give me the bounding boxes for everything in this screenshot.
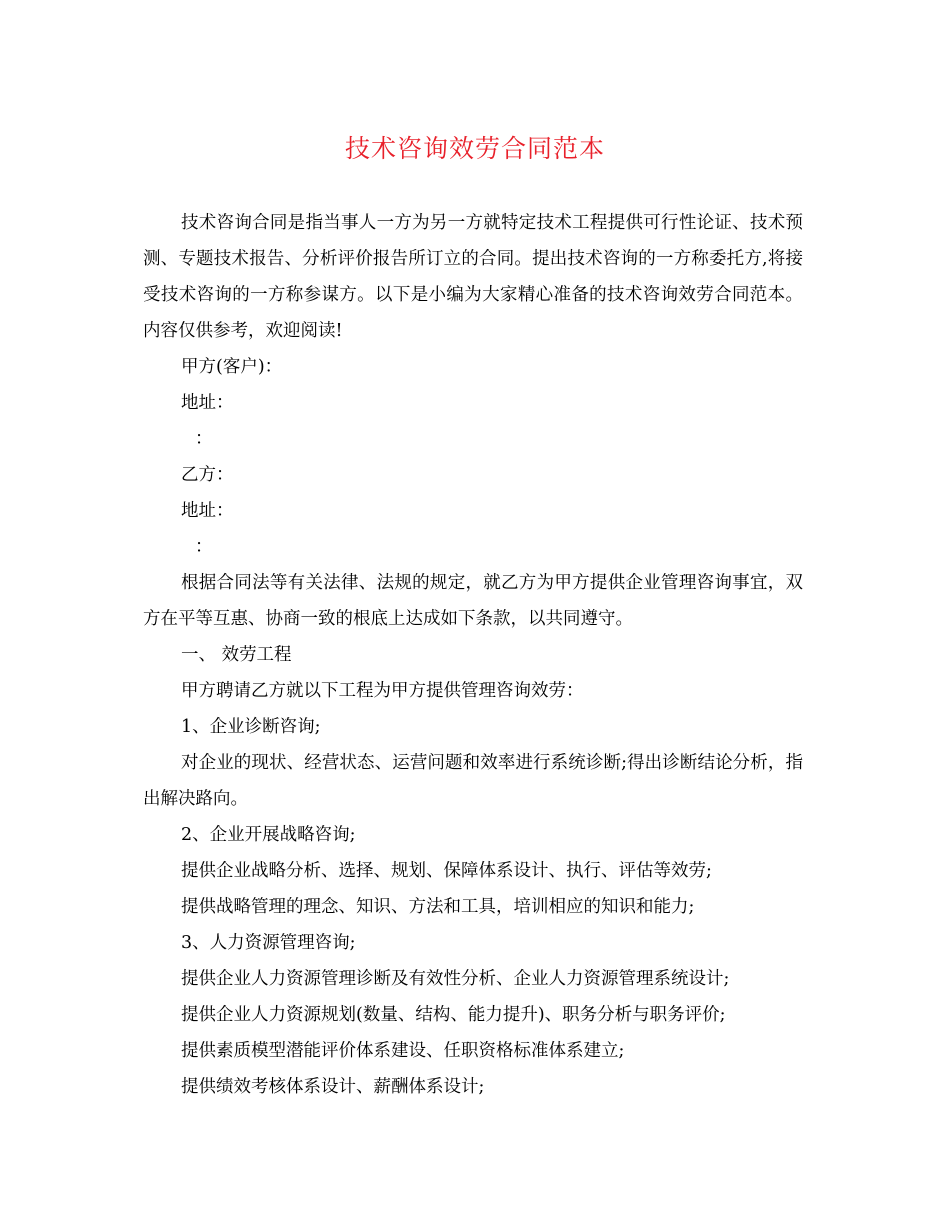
intro-paragraph: 技术咨询合同是指当事人一方为另一方就特定技术工程提供可行性论证、技术预测、专题技术报告、分析评价报告所订立的合同。提出技术咨询的一方称委托方,将接受技术咨询的一方称参谋方。以下是小编为大家精心准备的技术咨询效劳合同范本。内容仅供参考，欢迎阅读! [143,213,803,341]
item-strategy-detail-2: 提供战略管理的理念、知识、方法和工具，培训相应的知识和能力; [181,897,695,917]
item-enterprise-diagnosis-detail: 对企业的现状、经营状态、运营问题和效率进行系统诊断;得出诊断结论分析，指出解决路向。 [143,753,803,809]
party-a-label: 甲方(客户)： [181,357,283,377]
item-hr-detail-2: 提供企业人力资源规划(数量、结构、能力提升)、职务分析与职务评价; [181,1005,726,1025]
service-intro-paragraph: 甲方聘请乙方就以下工程为甲方提供管理咨询效劳： [181,681,584,701]
party-a-address-label: 地址： [181,393,234,413]
section-heading-service-items: 一、 效劳工程 [181,645,292,665]
basis-paragraph: 根据合同法等有关法律、法规的规定，就乙方为甲方提供企业管理咨询事宜，双方在平等互惠、协商一致的根底上达成如下条款，以共同遵守。 [143,573,803,629]
document-body [143,205,803,1105]
item-hr-detail-1: 提供企业人力资源管理诊断及有效性分析、企业人力资源管理系统设计; [181,969,730,989]
item-hr-detail-3: 提供素质模型潜能评价体系建设、任职资格标准体系建立; [181,1041,625,1061]
item-hr-consulting: 3、人力资源管理咨询; [181,933,356,953]
party-b-address-label: 地址： [181,501,234,521]
item-strategy-consulting: 2、企业开展战略咨询; [181,825,356,845]
document-title: 技术咨询效劳合同范本 [344,134,605,163]
party-b-extra-field: ： [195,537,213,557]
item-enterprise-diagnosis: 1、企业诊断咨询; [181,717,321,737]
item-hr-detail-4: 提供绩效考核体系设计、薪酬体系设计; [181,1077,485,1097]
party-b-label: 乙方： [181,465,234,485]
item-strategy-detail-1: 提供企业战略分析、选择、规划、保障体系设计、执行、评估等效劳; [181,861,712,881]
party-a-extra-field: ： [195,429,213,449]
